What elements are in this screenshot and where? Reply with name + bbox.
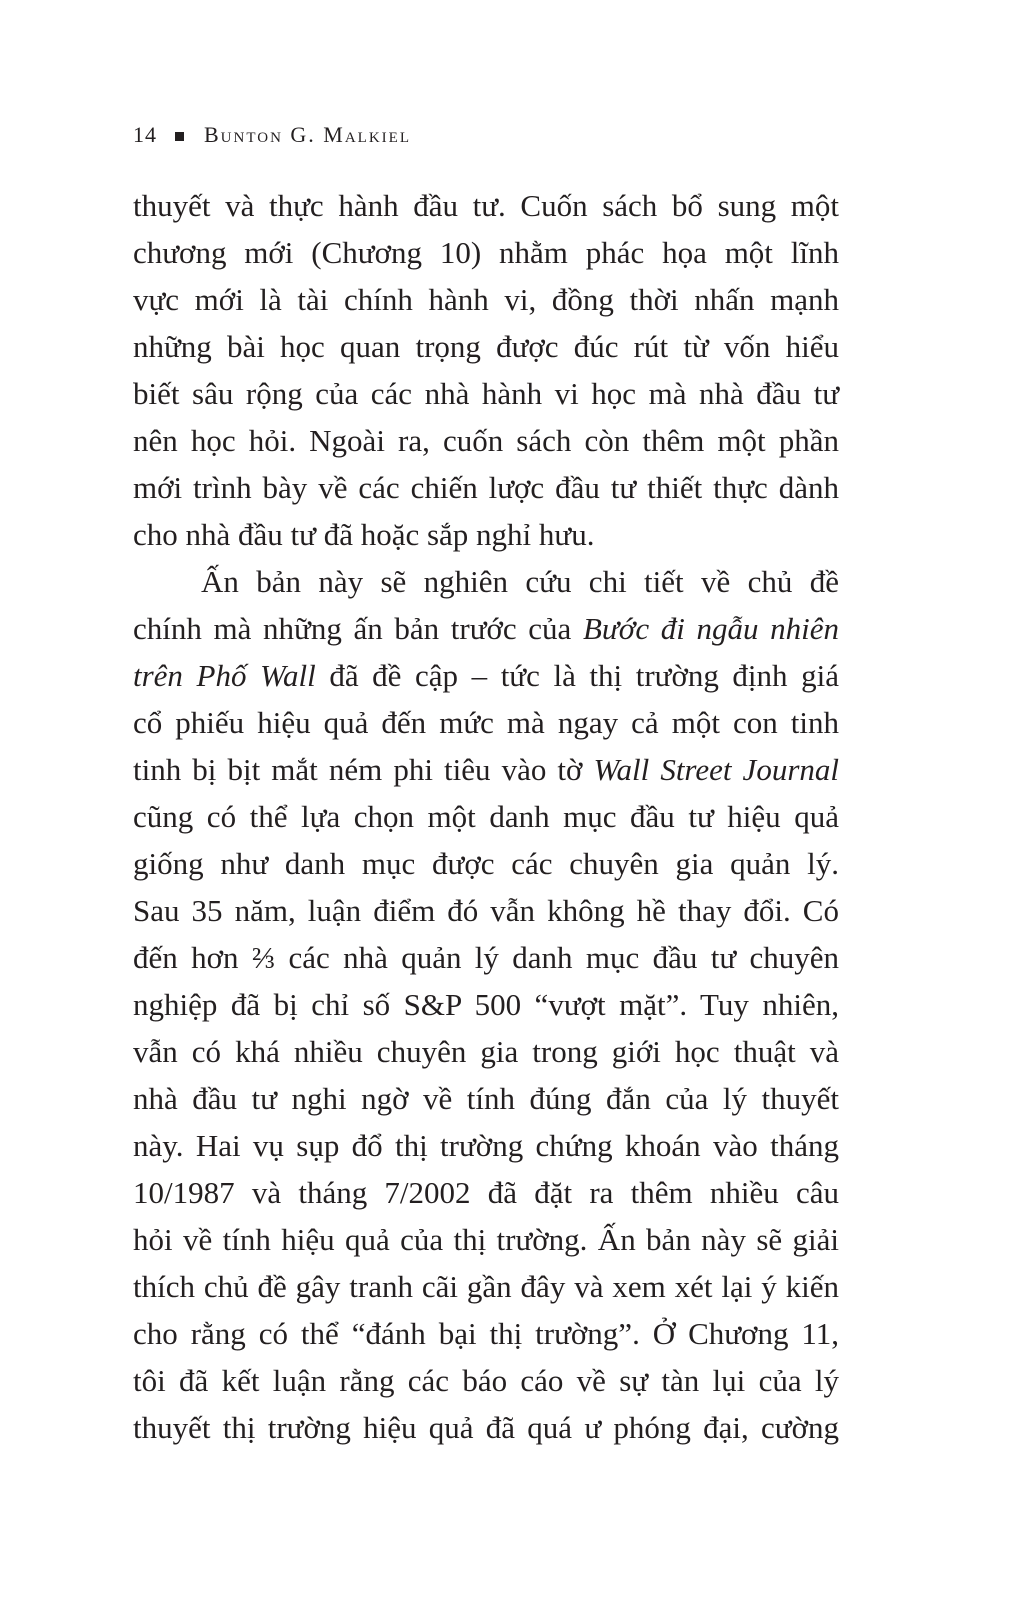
text-line xyxy=(133,652,839,699)
square-bullet-icon xyxy=(175,132,184,141)
text-line: vẫn có khá nhiều chuyên gia trong giới học thuật và xyxy=(133,1034,839,1069)
text-line: mới trình bày về các chiến lược đầu tư thiết thực dành xyxy=(133,470,839,505)
text-line: giống như danh mục được các chuyên gia quản lý. xyxy=(133,846,839,881)
text-line: đến hơn ⅔ các nhà quản lý danh mục đầu tư chuyên xyxy=(133,940,839,975)
newspaper-title-italic: Wall Street Journal xyxy=(593,752,839,787)
text-line: nghiệp đã bị chỉ số S&P 500 “vượt mặt”. Tuy nhiên, xyxy=(133,987,839,1022)
text-line: những bài học quan trọng được đúc rút từ vốn hiểu xyxy=(133,329,839,364)
text-run: đã đề cập – tức là thị trường định giá xyxy=(315,658,839,693)
text-line: biết sâu rộng của các nhà hành vi học mà nhà đầu tư xyxy=(133,376,839,411)
text-line: này. Hai vụ sụp đổ thị trường chứng khoán vào tháng xyxy=(133,1128,839,1163)
body-text xyxy=(133,182,839,1451)
text-line: nhà đầu tư nghi ngờ về tính đúng đắn của lý thuyết xyxy=(133,1081,839,1116)
text-line: hỏi về tính hiệu quả của thị trường. Ấn bản này sẽ giải xyxy=(133,1222,839,1257)
paragraph-1 xyxy=(133,182,839,558)
book-title-italic: trên Phố Wall xyxy=(133,658,316,693)
paragraph-2 xyxy=(133,558,839,1451)
text-line: 10/1987 và tháng 7/2002 đã đặt ra thêm nhiều câu xyxy=(133,1175,839,1210)
text-line: cho nhà đầu tư đã hoặc sắp nghỉ hưu. xyxy=(133,517,595,552)
text-run: chính mà những ấn bản trước của xyxy=(133,611,583,646)
text-line xyxy=(133,746,839,793)
running-header xyxy=(133,120,411,150)
book-title-italic: Bước đi ngẫu nhiên xyxy=(582,611,839,646)
text-line: thuyết và thực hành đầu tư. Cuốn sách bổ sung một xyxy=(133,188,839,223)
text-line: Sau 35 năm, luận điểm đó vẫn không hề thay đổi. Có xyxy=(133,893,839,928)
page-number: 14 xyxy=(133,122,157,147)
text-line: cổ phiếu hiệu quả đến mức mà ngay cả một con tinh xyxy=(133,705,839,740)
text-line xyxy=(133,605,839,652)
text-line: Ấn bản này sẽ nghiên cứu chi tiết về chủ đề xyxy=(201,564,839,599)
text-line: chương mới (Chương 10) nhằm phác họa một lĩnh xyxy=(133,235,839,270)
text-line: nên học hỏi. Ngoài ra, cuốn sách còn thêm một phần xyxy=(133,423,839,458)
text-line: cũng có thể lựa chọn một danh mục đầu tư hiệu quả xyxy=(133,799,839,834)
text-line: thích chủ đề gây tranh cãi gần đây và xem xét lại ý kiến xyxy=(133,1269,839,1304)
text-line: vực mới là tài chính hành vi, đồng thời nhấn mạnh xyxy=(133,282,839,317)
text-line: tôi đã kết luận rằng các báo cáo về sự tàn lụi của lý xyxy=(133,1363,839,1398)
text-run: tinh bị bịt mắt ném phi tiêu vào tờ xyxy=(133,752,594,787)
text-line: cho rằng có thể “đánh bại thị trường”. Ở Chương 11, xyxy=(133,1316,839,1351)
text-line: thuyết thị trường hiệu quả đã quá ư phóng đại, cường xyxy=(133,1410,839,1445)
author-name: Bunton G. Malkiel xyxy=(204,122,411,147)
